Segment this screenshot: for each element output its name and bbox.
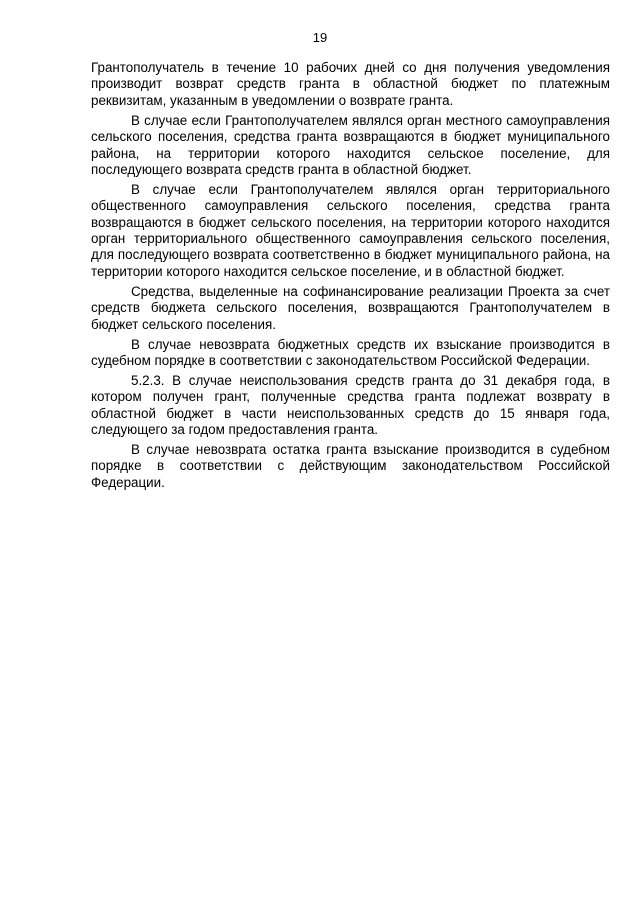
paragraph: В случае если Грантополучателем являлся орган местного самоуправления сельского поселения, средства гранта возвращаются в бюджет муниципального района, на территории которого находится сельское поселение, для последующего возврата средств гранта в областной бюджет. — [91, 112, 610, 177]
document-body — [91, 60, 610, 495]
paragraph: В случае невозврата остатка гранта взыскание производится в судебном порядке в соответствии с действующим законодательством Российской Федерации. — [91, 441, 610, 490]
paragraph: Грантополучатель в течение 10 рабочих дней со дня получения уведомления производит возврат средств гранта в областной бюджет по платежным реквизитам, указанным в уведомлении о возврате гранта. — [91, 60, 610, 108]
paragraph: В случае если Грантополучателем являлся орган территориального общественного самоуправления сельского поселения, средства гранта возвращаются в бюджет сельского поселения, на территории которого находится орган территориального общественного самоуправления сельского поселения, для последующего возврата соответственно в бюджет муниципального района, на территории которого находится сельское поселение, и в областной бюджет. — [91, 181, 610, 279]
paragraph: В случае невозврата бюджетных средств их взыскание производится в судебном порядке в соответствии с законодательством Российской Федерации. — [91, 336, 610, 368]
paragraph: Средства, выделенные на софинансирование реализации Проекта за счет средств бюджета сельского поселения, возвращаются Грантополучателем в бюджет сельского поселения. — [91, 283, 610, 332]
paragraph: 5.2.3. В случае неиспользования средств гранта до 31 декабря года, в котором получен грант, полученные средства гранта подлежат возврату в областной бюджет в части неиспользованных средств до 15 января года, следующего за годом предоставления гранта. — [91, 372, 610, 438]
page-number: 19 — [312, 30, 328, 45]
